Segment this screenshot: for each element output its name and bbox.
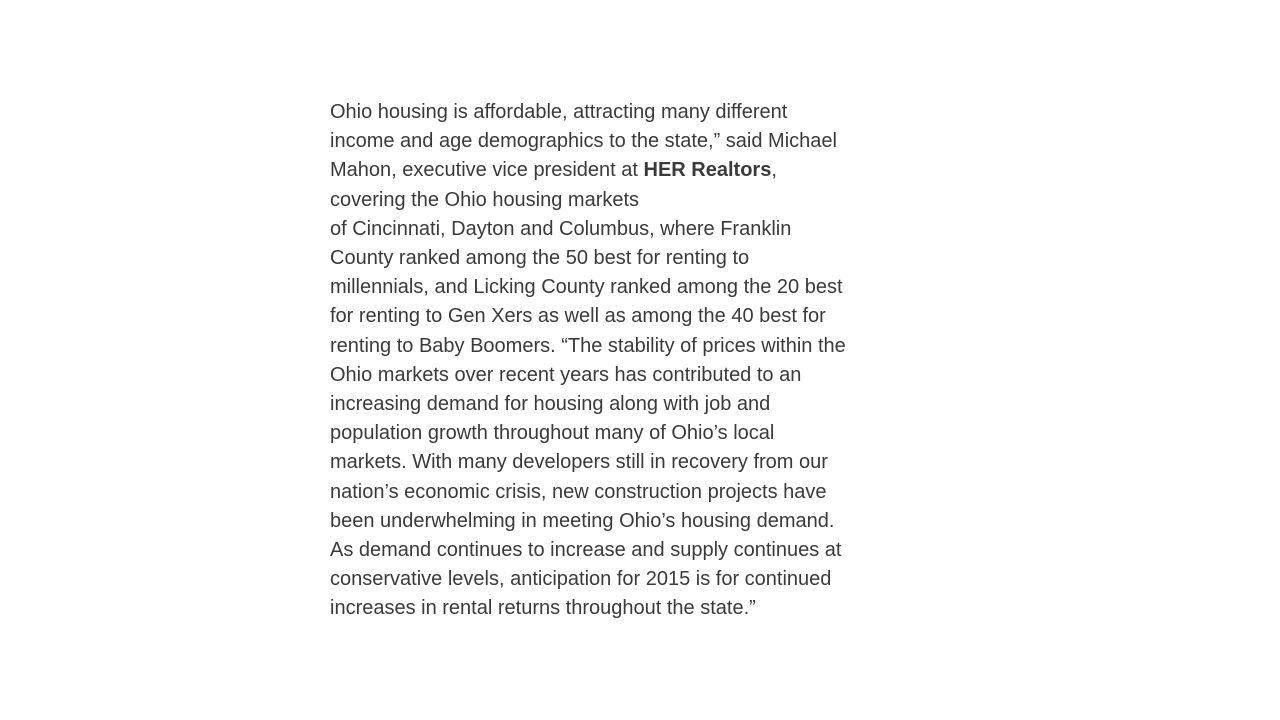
text-line: income and age demographics to the state,” said Michael xyxy=(330,130,837,153)
text-line: conservative levels, anticipation for 2015 is for continued xyxy=(330,568,832,591)
text-line xyxy=(330,156,970,185)
text-line: Ohio markets over recent years has contributed to an xyxy=(330,363,802,386)
text-line: Ohio housing is affordable, attracting many different xyxy=(330,101,788,123)
text-segment: Mahon, executive vice president at xyxy=(330,159,644,182)
text-line: covering the Ohio housing markets xyxy=(330,188,640,211)
text-line: for renting to Gen Xers as well as among the 40 best for xyxy=(330,305,826,328)
text-line: been underwhelming in meeting Ohio’s housing demand. xyxy=(330,509,835,532)
text-line: County ranked among the 50 best for renting to xyxy=(330,247,750,270)
text-line: markets. With many developers still in recovery from our xyxy=(330,451,828,474)
text-line: increasing demand for housing along with job and xyxy=(330,393,771,416)
text-line: population growth throughout many of Ohio’s local xyxy=(330,422,775,445)
text-segment: , xyxy=(771,159,777,182)
text-line: As demand continues to increase and supply continues at xyxy=(330,539,842,562)
text-line: renting to Baby Boomers. “The stability of prices within the xyxy=(330,334,846,357)
text-line: of Cincinnati, Dayton and Columbus, where Franklin xyxy=(330,217,792,240)
text-line: nation’s economic crisis, new construction projects have xyxy=(330,480,827,503)
company-name: HER Realtors xyxy=(643,159,772,182)
quote-paragraph xyxy=(330,98,970,624)
text-line: millennials, and Licking County ranked among the 20 best xyxy=(330,276,843,299)
text-line: increases in rental returns throughout the state.” xyxy=(330,597,756,620)
